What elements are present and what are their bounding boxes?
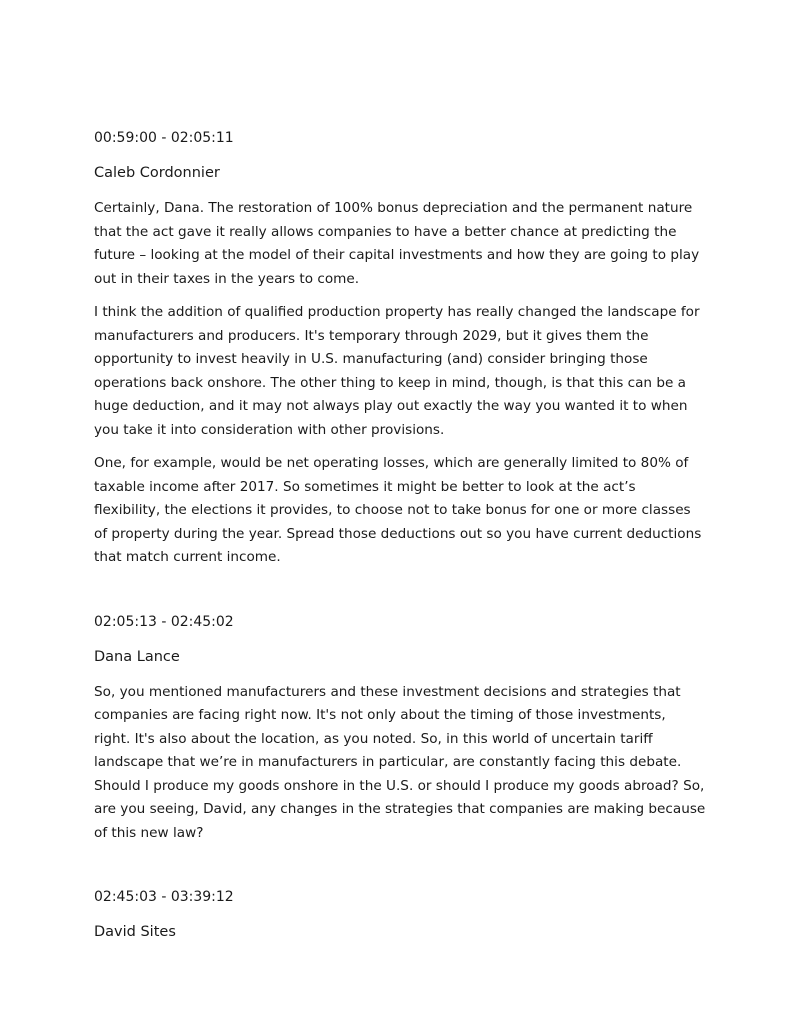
transcript-paragraph: One, for example, would be net operating losses, which are generally limited to 80% of taxable income after 2017. So sometimes it might be better to look at the act’s flexibility, the elections it provides, to choose not to take bonus for one or more classes of property during the year. Spread those deductions out so you have current deductions that match current income. xyxy=(94,455,702,565)
transcript-paragraph: Certainly, Dana. The restoration of 100% bonus depreciation and the permanent nature that the act gave it really allows companies to have a better chance at predicting the future – looking at the model of their capital investments and how they are going to play out in their taxes in the years to come. xyxy=(94,200,700,287)
transcript-paragraph: I think the addition of qualified production property has really changed the landscape for manufacturers and producers. It's temporary through 2029, but it gives them the opportunity to invest heavily in U.S. manufacturing (and) consider bringing those operations back onshore. The other thing to keep in mind, though, is that this can be a huge deduction, and it may not always play out exactly the way you wanted it to when you take it into consideration with other provisions. xyxy=(94,304,700,438)
segment-timestamp: 00:59:00 - 02:05:11 xyxy=(94,130,234,146)
transcript-segment xyxy=(94,128,706,570)
transcript-segment xyxy=(94,612,706,846)
transcript-page xyxy=(94,128,706,984)
speaker-name: Caleb Cordonnier xyxy=(94,165,220,181)
transcript-paragraph: So, you mentioned manufacturers and these investment decisions and strategies that companies are facing right now. It's not only about the timing of those investments, right. It's also about the location, as you noted. So, in this world of uncertain tariff landscape that we’re in manufacturers in particular, are constantly facing this debate. Should I produce my goods onshore in the U.S. or should I produce my goods abroad? So, are you seeing, David, any changes in the strategies that companies are making because of this new law? xyxy=(94,683,706,841)
segment-timestamp: 02:05:13 - 02:45:02 xyxy=(94,613,234,630)
transcript-segment xyxy=(94,887,706,942)
speaker-name: Dana Lance xyxy=(94,648,180,665)
speaker-name: David Sites xyxy=(94,924,176,940)
segment-timestamp: 02:45:03 - 03:39:12 xyxy=(94,889,234,905)
